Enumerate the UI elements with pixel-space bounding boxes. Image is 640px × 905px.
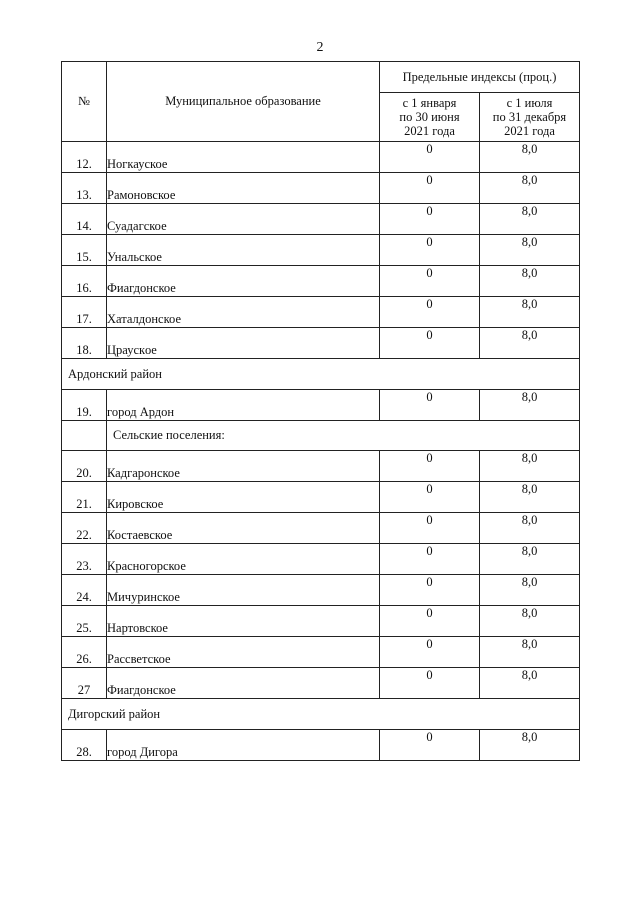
municipality-name: Костаевское <box>107 513 380 544</box>
index-first-half: 0 <box>380 575 480 606</box>
index-second-half: 8,0 <box>480 173 580 204</box>
row-number: 19. <box>62 390 107 421</box>
index-first-half: 0 <box>380 235 480 266</box>
index-first-half: 0 <box>380 142 480 173</box>
subheading-empty-cell <box>62 421 107 451</box>
index-second-half: 8,0 <box>480 544 580 575</box>
subheading-label: Сельские поселения: <box>107 421 580 451</box>
header-period-second-line-2: по 31 декабря <box>492 110 567 124</box>
header-number: № <box>62 62 107 142</box>
district-name: Дигорский район <box>62 699 580 730</box>
index-second-half: 8,0 <box>480 482 580 513</box>
district-row <box>62 699 580 730</box>
index-first-half: 0 <box>380 606 480 637</box>
index-second-half: 8,0 <box>480 297 580 328</box>
row-number: 24. <box>62 575 107 606</box>
row-number: 22. <box>62 513 107 544</box>
municipality-name: город Ардон <box>107 390 380 421</box>
row-number: 16. <box>62 266 107 297</box>
municipality-name: Рамоновское <box>107 173 380 204</box>
table-row <box>62 730 580 761</box>
index-first-half: 0 <box>380 637 480 668</box>
table-row <box>62 451 580 482</box>
row-number: 20. <box>62 451 107 482</box>
municipality-name: Хаталдонское <box>107 297 380 328</box>
index-second-half: 8,0 <box>480 668 580 699</box>
table-body <box>62 142 580 761</box>
municipality-name: Рассветское <box>107 637 380 668</box>
index-second-half: 8,0 <box>480 235 580 266</box>
municipality-name: город Дигора <box>107 730 380 761</box>
index-second-half: 8,0 <box>480 266 580 297</box>
table-row <box>62 235 580 266</box>
row-number: 14. <box>62 204 107 235</box>
header-period-first-half <box>380 93 480 142</box>
district-row <box>62 359 580 390</box>
header-municipality: Муниципальное образование <box>107 62 380 142</box>
index-second-half: 8,0 <box>480 513 580 544</box>
subheading-row <box>62 421 580 451</box>
municipality-name: Кадгаронское <box>107 451 380 482</box>
header-limit-indices: Предельные индексы (проц.) <box>380 62 580 93</box>
row-number: 13. <box>62 173 107 204</box>
row-number: 25. <box>62 606 107 637</box>
table-row <box>62 637 580 668</box>
index-second-half: 8,0 <box>480 637 580 668</box>
table-row <box>62 513 580 544</box>
row-number: 15. <box>62 235 107 266</box>
index-second-half: 8,0 <box>480 451 580 482</box>
index-first-half: 0 <box>380 482 480 513</box>
table-row <box>62 606 580 637</box>
row-number: 17. <box>62 297 107 328</box>
header-period-first-line-1: с 1 января <box>402 96 457 110</box>
index-second-half: 8,0 <box>480 390 580 421</box>
index-first-half: 0 <box>380 544 480 575</box>
index-first-half: 0 <box>380 730 480 761</box>
municipality-name: Фиагдонское <box>107 266 380 297</box>
row-number: 27 <box>62 668 107 699</box>
table-row <box>62 328 580 359</box>
index-first-half: 0 <box>380 297 480 328</box>
table-row <box>62 204 580 235</box>
municipality-name: Цраускoe <box>107 328 380 359</box>
index-first-half: 0 <box>380 390 480 421</box>
page-number: 2 <box>316 40 324 55</box>
header-period-second-half <box>480 93 580 142</box>
table-row <box>62 173 580 204</box>
index-first-half: 0 <box>380 513 480 544</box>
table-row <box>62 297 580 328</box>
row-number: 12. <box>62 142 107 173</box>
index-first-half: 0 <box>380 668 480 699</box>
index-second-half: 8,0 <box>480 328 580 359</box>
table-row <box>62 668 580 699</box>
municipality-name: Красногорское <box>107 544 380 575</box>
municipality-name: Нартовское <box>107 606 380 637</box>
row-number: 26. <box>62 637 107 668</box>
index-first-half: 0 <box>380 451 480 482</box>
municipality-name: Фиагдонское <box>107 668 380 699</box>
index-first-half: 0 <box>380 328 480 359</box>
limit-indices-table <box>61 61 580 761</box>
table-row <box>62 266 580 297</box>
header-period-second-line-1: с 1 июля <box>506 96 553 110</box>
row-number: 23. <box>62 544 107 575</box>
table-row <box>62 390 580 421</box>
header-period-first-line-2: по 30 июня <box>399 110 460 124</box>
index-first-half: 0 <box>380 173 480 204</box>
district-name: Ардонский район <box>62 359 580 390</box>
index-second-half: 8,0 <box>480 204 580 235</box>
table-row <box>62 142 580 173</box>
index-first-half: 0 <box>380 266 480 297</box>
municipality-name: Унальское <box>107 235 380 266</box>
index-second-half: 8,0 <box>480 606 580 637</box>
index-second-half: 8,0 <box>480 142 580 173</box>
index-second-half: 8,0 <box>480 575 580 606</box>
table-row <box>62 575 580 606</box>
index-first-half: 0 <box>380 204 480 235</box>
row-number: 18. <box>62 328 107 359</box>
municipality-name: Кировское <box>107 482 380 513</box>
table-row <box>62 482 580 513</box>
municipality-name: Суадагское <box>107 204 380 235</box>
index-second-half: 8,0 <box>480 730 580 761</box>
table-row <box>62 544 580 575</box>
row-number: 21. <box>62 482 107 513</box>
municipality-name: Ногкауское <box>107 142 380 173</box>
municipality-name: Мичуринское <box>107 575 380 606</box>
header-period-first-line-3: 2021 года <box>404 124 455 138</box>
header-period-second-line-3: 2021 года <box>504 124 555 138</box>
row-number: 28. <box>62 730 107 761</box>
